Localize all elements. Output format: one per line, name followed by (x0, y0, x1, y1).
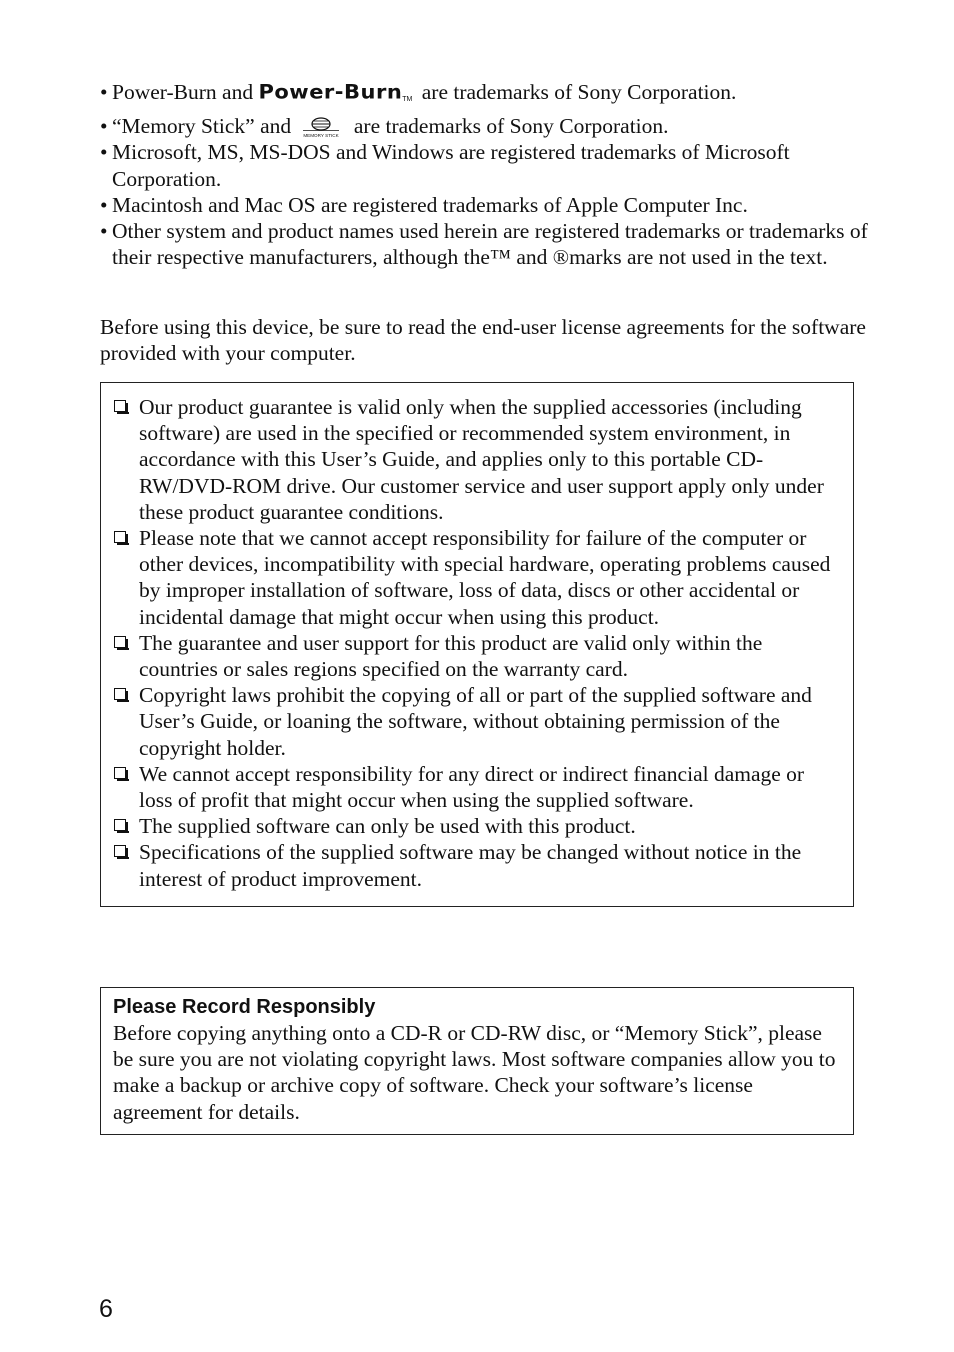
guarantee-text: Our product guarantee is valid only when the supplied accessories (including software) are used in the specified or recommended system environment, in accordance with this User’s Guide, and applies only to this portable CD-RW/DVD-ROM drive. Our customer service and user support apply only under these product guarantee conditions. (139, 395, 824, 524)
record-responsibly-body: Before copying anything onto a CD-R or CD-RW disc, or “Memory Stick”, please be sure you are not violating copyright laws. Most software companies allow you to make a backup or archive copy of software. Check your software’s license agreement for details. (113, 1021, 836, 1124)
trademark-item-apple (100, 192, 870, 218)
guarantee-text: Please note that we cannot accept responsibility for failure of the computer or other devices, incompatibility with special hardware, operating problems caused by improper installation of software, loss of data, discs or other accidental or incidental damage that might occur when using this product. (139, 526, 831, 629)
guarantee-item (111, 761, 839, 813)
guarantee-text: The guarantee and user support for this product are valid only within the countries or sales regions specified on the warranty card. (139, 630, 763, 682)
bullet: • (100, 80, 108, 104)
trademark-item-power-burn (100, 79, 870, 113)
guarantee-text: The supplied software can only be used with this product. (139, 814, 636, 839)
guarantee-item (111, 682, 839, 761)
trademark-item-memory-stick (100, 113, 870, 139)
bullet: • (100, 114, 108, 139)
guarantee-item (111, 394, 839, 525)
bullet: • (100, 140, 108, 165)
trademark-text: are trademarks of Sony Corporation. (353, 114, 669, 139)
trademark-text: Other system and product names used herein are registered trademarks or trademarks of their respective manufacturers, although the™ and ®marks are not used in the text. (112, 219, 868, 270)
checkbox-bullet-icon (114, 531, 126, 543)
checkbox-bullet-icon (114, 400, 126, 412)
record-responsibly-title: Please Record Responsibly (113, 996, 376, 1018)
checkbox-bullet-icon (114, 767, 126, 779)
license-intro-paragraph: Before using this device, be sure to read the end-user license agreements for the software provided with your computer. (100, 315, 866, 366)
tm-mark: TM (402, 96, 413, 103)
guarantee-list (111, 394, 839, 892)
trademark-text: “Memory Stick” and (112, 114, 292, 139)
checkbox-bullet-icon (114, 636, 126, 648)
trademark-item-other (100, 218, 870, 270)
guarantee-item (111, 839, 839, 891)
bullet: • (100, 192, 108, 217)
guarantee-text: Specifications of the supplied software may be changed without notice in the interest of product improvement. (139, 840, 802, 891)
trademark-text: Macintosh and Mac OS are registered trademarks of Apple Computer Inc. (112, 192, 748, 217)
record-responsibly-box (100, 987, 854, 1135)
guarantee-item (111, 813, 839, 839)
guarantee-text: We cannot accept responsibility for any direct or indirect financial damage or loss of profit that might occur when using the supplied software. (139, 761, 805, 813)
checkbox-bullet-icon (114, 819, 126, 831)
trademark-text: are trademarks of Sony Corporation. (421, 80, 737, 104)
trademark-item-microsoft (100, 139, 870, 191)
bullet: • (100, 219, 108, 244)
guarantee-item (111, 630, 839, 682)
checkbox-bullet-icon (114, 688, 126, 700)
guarantee-text: Copyright laws prohibit the copying of all or part of the supplied software and User’s Guide, or loaning the software, without obtaining permission of the copyright holder. (139, 683, 812, 760)
trademark-list (100, 79, 870, 270)
svg-text:MEMORY STICK: MEMORY STICK (302, 133, 339, 139)
checkbox-bullet-icon (114, 845, 126, 857)
memory-stick-logo-icon (299, 117, 345, 139)
trademark-text: Power-Burn and (112, 80, 254, 104)
power-burn-logo: Power-Burn (258, 80, 403, 104)
guarantee-notice-box (100, 382, 854, 907)
page-number: 6 (99, 1295, 113, 1323)
trademark-text: Microsoft, MS, MS-DOS and Windows are registered trademarks of Microsoft Corporation. (112, 140, 790, 191)
guarantee-item (111, 525, 839, 630)
